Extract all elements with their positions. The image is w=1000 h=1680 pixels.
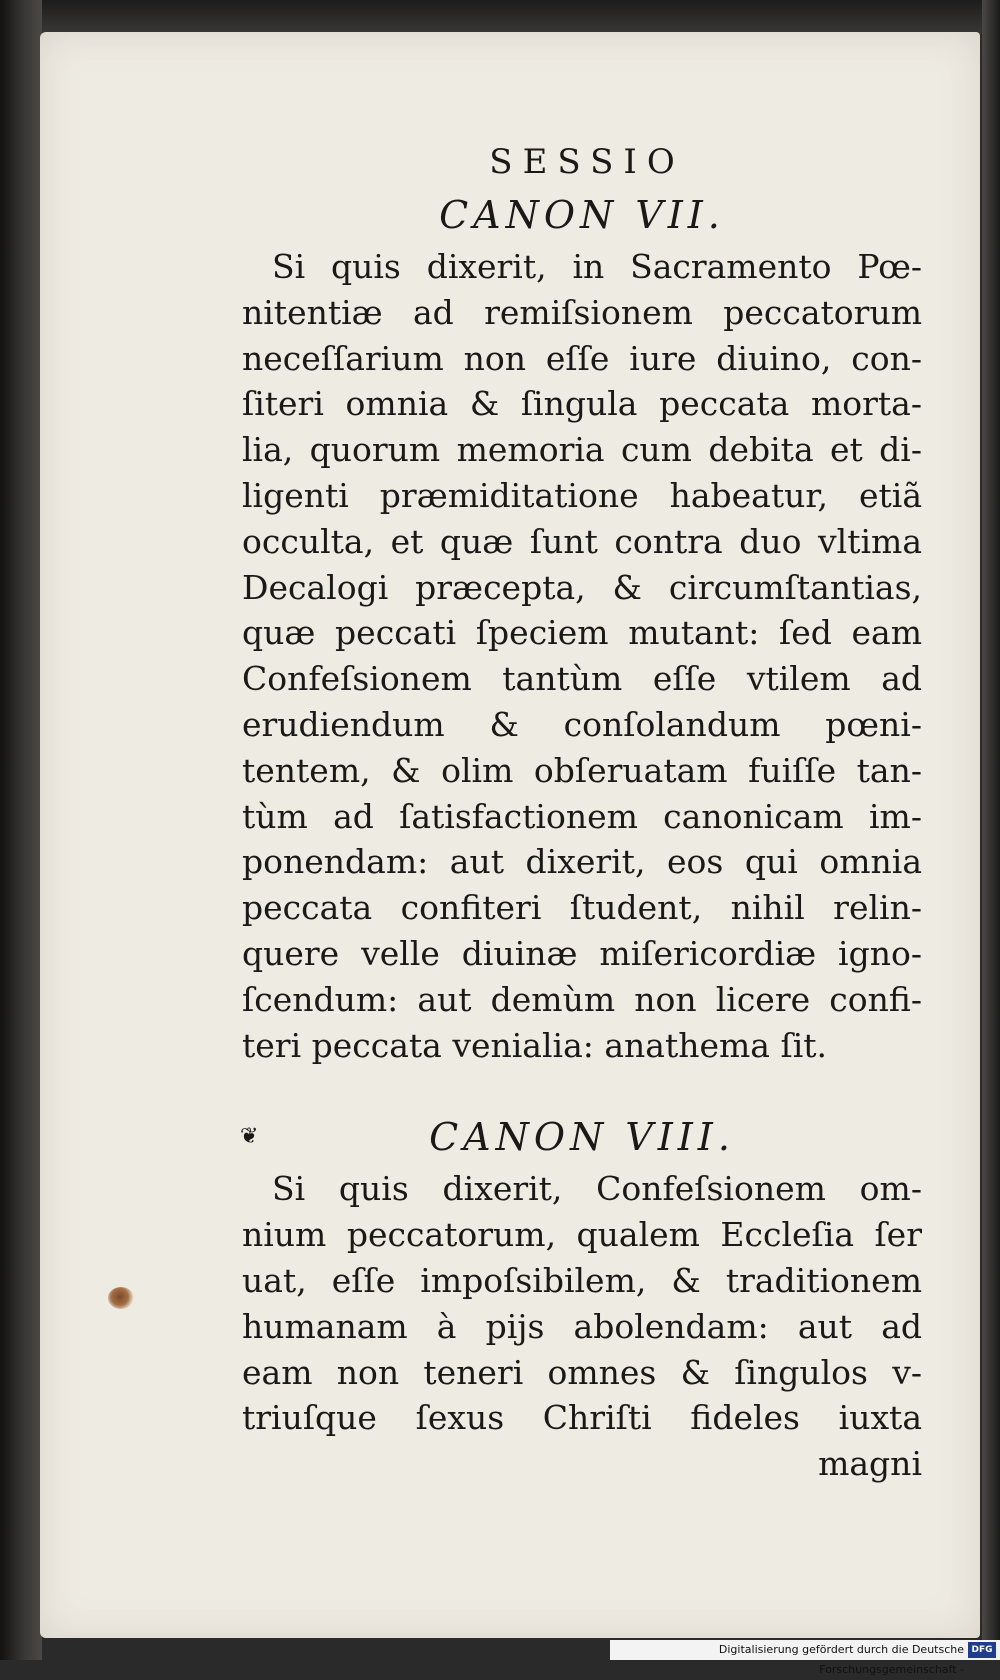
canon-7-body <box>242 244 922 1068</box>
text-line: nitentiæ ad remiſsionem peccatorum <box>242 292 922 332</box>
canon-8-heading: CANON VIII. <box>429 1115 735 1160</box>
text-line: quere velle diuinæ miſericordiæ igno- <box>242 933 922 973</box>
text-line: ſcendum: aut demùm non licere confi- <box>242 979 922 1019</box>
digitization-credit: Digitalisierung gefördert durch die Deutsche Forschungsgemeinschaft - <box>610 1640 1000 1660</box>
fleuron-icon: ❦ <box>240 1124 264 1150</box>
dfg-logo: DFG <box>968 1642 996 1658</box>
text-line: erudiendum & conſolandum pœni- <box>242 704 922 744</box>
text-line: Si quis dixerit, Confeſsionem om- <box>272 1169 922 1209</box>
page-text <box>242 140 922 1487</box>
text-line: Decalogi præcepta, & circumſtantias, <box>242 567 922 607</box>
text-line: ligenti præmiditatione habeatur, etiã <box>242 475 922 515</box>
text-line: eam non teneri omnes & ſingulos v- <box>242 1352 922 1392</box>
canon-7-heading: CANON VII. <box>439 193 725 237</box>
text-line: nium peccatorum, qualem Eccleſia ſer <box>242 1215 922 1255</box>
text-line: teri peccata venialia: anathema ſit. <box>242 1025 827 1065</box>
page-stain <box>108 1287 134 1309</box>
text-line: peccata confiteri ſtudent, nihil relin- <box>242 888 922 928</box>
catchword: magni <box>818 1444 922 1484</box>
text-line: lia, quorum memoria cum debita et di- <box>242 430 922 470</box>
text-line: quæ peccati ſpeciem mutant: ſed eam <box>242 613 922 653</box>
text-line: uat, eſſe impoſsibilem, & traditionem <box>242 1260 922 1300</box>
text-line: tùm ad ſatisfactionem canonicam im- <box>242 796 922 836</box>
canon-8-body <box>242 1166 922 1487</box>
text-line: triuſque ſexus Chriſti fideles iuxta <box>242 1398 922 1438</box>
book-binding-right <box>982 0 1000 1660</box>
text-line: ſiteri omnia & ſingula peccata morta- <box>242 384 922 424</box>
text-line: occulta, et quæ ſunt contra duo vltima <box>242 521 922 561</box>
text-line: neceſſarium non eſſe iure diuino, con- <box>242 338 922 378</box>
text-line: tentem, & olim obſeruatam fuiſſe tan- <box>242 750 922 790</box>
text-line: humanam à pijs abolendam: aut ad <box>242 1306 922 1346</box>
text-line: ponendam: aut dixerit, eos qui omnia <box>242 842 922 882</box>
text-line: Si quis dixerit, in Sacramento Pœ- <box>272 247 922 286</box>
book-binding-left <box>0 0 42 1660</box>
text-line: Confeſsionem tantùm eſſe vtilem ad <box>242 659 922 699</box>
book-binding-top <box>0 0 1000 34</box>
running-head: SESSIO <box>489 142 685 182</box>
canon-8-heading-row <box>242 1108 922 1166</box>
